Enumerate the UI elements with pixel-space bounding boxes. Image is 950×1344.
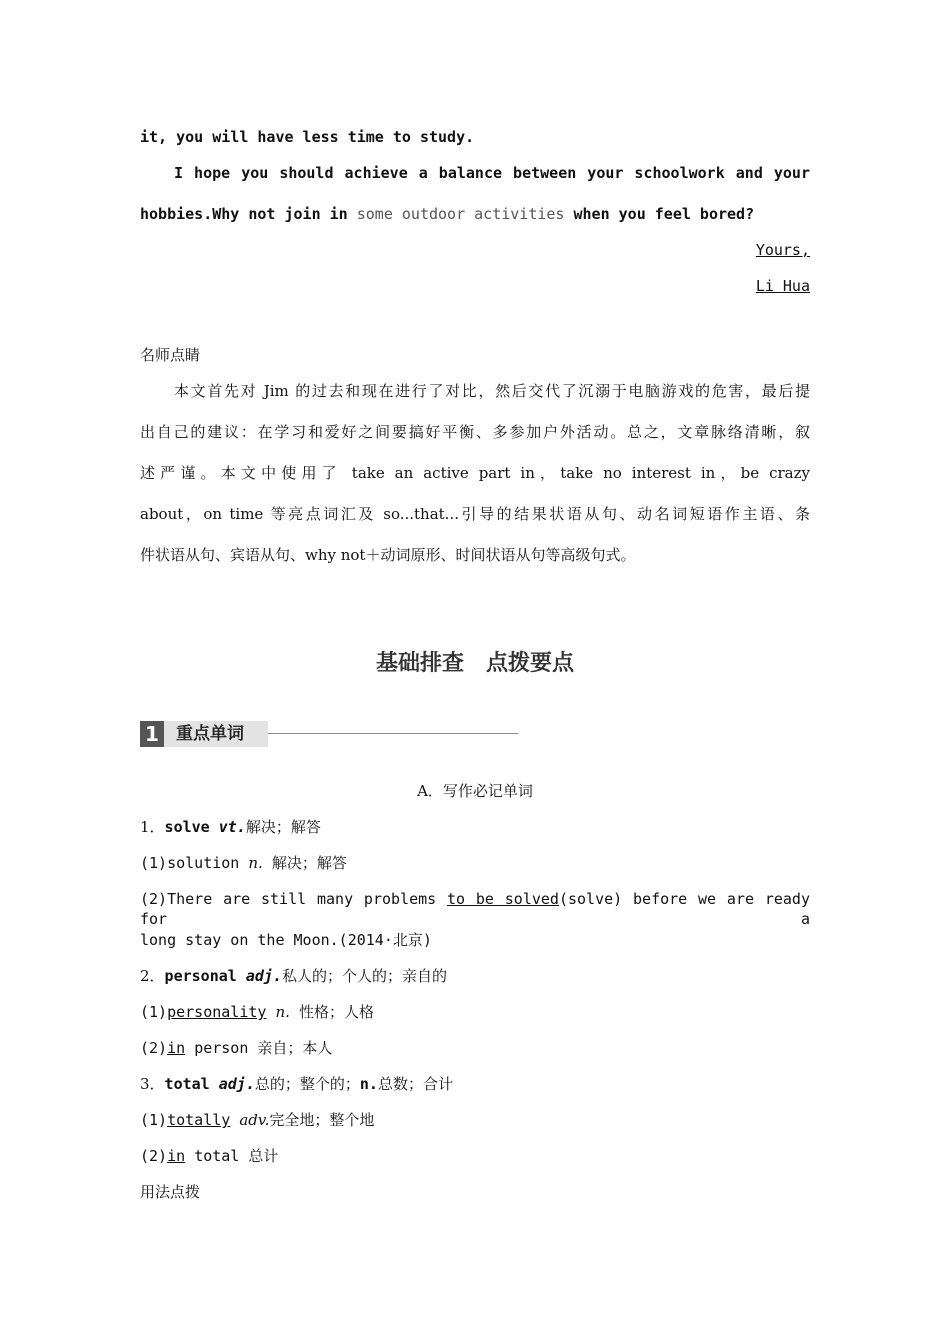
entry-number: 1． bbox=[140, 818, 165, 836]
entry-definition: 私人的；个人的；亲自的 bbox=[281, 967, 447, 985]
letter-signature bbox=[140, 276, 810, 296]
answer-blank: totally bbox=[167, 1111, 231, 1129]
letter-text: hobbies.Why not join in bbox=[140, 205, 348, 223]
letter-line: it, you will have less time to study. bbox=[140, 128, 475, 146]
answer-blank: personality bbox=[167, 1003, 267, 1021]
section-number: 1 bbox=[140, 721, 164, 747]
entry-heading bbox=[140, 817, 810, 837]
entry-number: 2． bbox=[140, 967, 165, 985]
sub-pos: n. bbox=[275, 1003, 290, 1021]
commentary-line: 出自己的建议：在学习和爱好之间要搞好平衡、多参加户外活动。总之，文章脉络清晰，叙 bbox=[140, 423, 810, 441]
entry-heading bbox=[140, 1074, 810, 1094]
sub-text: (2) bbox=[140, 1147, 168, 1165]
sub-definition: 解决；解答 bbox=[271, 854, 347, 872]
entry-heading bbox=[140, 966, 810, 986]
answer-blank: to be solved bbox=[447, 890, 559, 908]
entry-sub bbox=[140, 1110, 810, 1130]
sub-definition: 完全地；整个地 bbox=[269, 1111, 375, 1129]
entry-definition: 总数；合计 bbox=[377, 1075, 453, 1093]
sub-text: (1) bbox=[140, 1111, 168, 1129]
entry-sub bbox=[140, 1146, 810, 1166]
signature-text: Li Hua bbox=[755, 277, 810, 295]
letter-closing bbox=[140, 240, 810, 260]
commentary-line: 述严谨。本文中使用了 take an active part in，take no interest in，be crazy bbox=[140, 464, 810, 482]
sub-text: person 亲自；本人 bbox=[194, 1039, 333, 1057]
entry-word: total bbox=[164, 1075, 210, 1093]
entry-definition: 总的；整个的； bbox=[254, 1075, 360, 1093]
sub-text: (1)solution bbox=[140, 854, 240, 872]
section-label: 重点单词 bbox=[164, 721, 268, 747]
letter-line: I hope you should achieve a balance between your schoolwork and your bbox=[174, 164, 810, 182]
entry-number: 3． bbox=[140, 1075, 165, 1093]
letter-highlight: some outdoor activities bbox=[356, 205, 565, 223]
section-rule bbox=[268, 733, 518, 734]
letter-line bbox=[140, 204, 810, 224]
sub-text: total 总计 bbox=[194, 1147, 279, 1165]
entry-sub bbox=[140, 1038, 810, 1058]
sub-text: (1) bbox=[140, 1003, 168, 1021]
entry-pos: adj. bbox=[218, 1075, 255, 1093]
commentary-line: about，on time 等亮点词汇及 so...that...引导的结果状语从句、动名词短语作主语、条 bbox=[140, 505, 810, 523]
commentary-line: 件状语从句、宾语从句、why not＋动词原形、时间状语从句等高级句式。 bbox=[140, 546, 636, 564]
sub-definition: 性格；人格 bbox=[298, 1003, 374, 1021]
entry-definition: 解决；解答 bbox=[245, 818, 321, 836]
sub-text: (solve) before we are ready for a bbox=[140, 890, 810, 928]
entry-sub bbox=[140, 889, 810, 929]
sub-pos: n. bbox=[248, 854, 263, 872]
section-title: 基础排查 点拨要点 bbox=[375, 651, 574, 676]
entry-word: personal bbox=[164, 967, 237, 985]
commentary-line: 本文首先对 Jim 的过去和现在进行了对比，然后交代了沉溺于电脑游戏的危害，最后提 bbox=[174, 382, 810, 400]
entry-sub-cont: long stay on the Moon.(2014·北京) bbox=[140, 931, 432, 949]
usage-heading: 用法点拨 bbox=[140, 1183, 201, 1201]
sub-text: (2) bbox=[140, 1039, 168, 1057]
sub-pos: adv. bbox=[239, 1111, 270, 1129]
entry-pos: n. bbox=[359, 1075, 378, 1093]
answer-blank: in bbox=[167, 1147, 186, 1165]
entry-sub bbox=[140, 853, 810, 873]
answer-blank: in bbox=[167, 1039, 186, 1057]
letter-text: when you feel bored? bbox=[573, 205, 755, 223]
entry-word: solve bbox=[164, 818, 210, 836]
entry-pos: vt. bbox=[218, 818, 246, 836]
entry-pos: adj. bbox=[245, 967, 282, 985]
commentary-heading: 名师点睛 bbox=[140, 346, 201, 364]
subsection-title: A．写作必记单词 bbox=[417, 782, 533, 800]
entry-sub bbox=[140, 1002, 810, 1022]
closing-text: Yours, bbox=[755, 241, 810, 259]
sub-text: (2)There are still many problems bbox=[140, 890, 437, 908]
